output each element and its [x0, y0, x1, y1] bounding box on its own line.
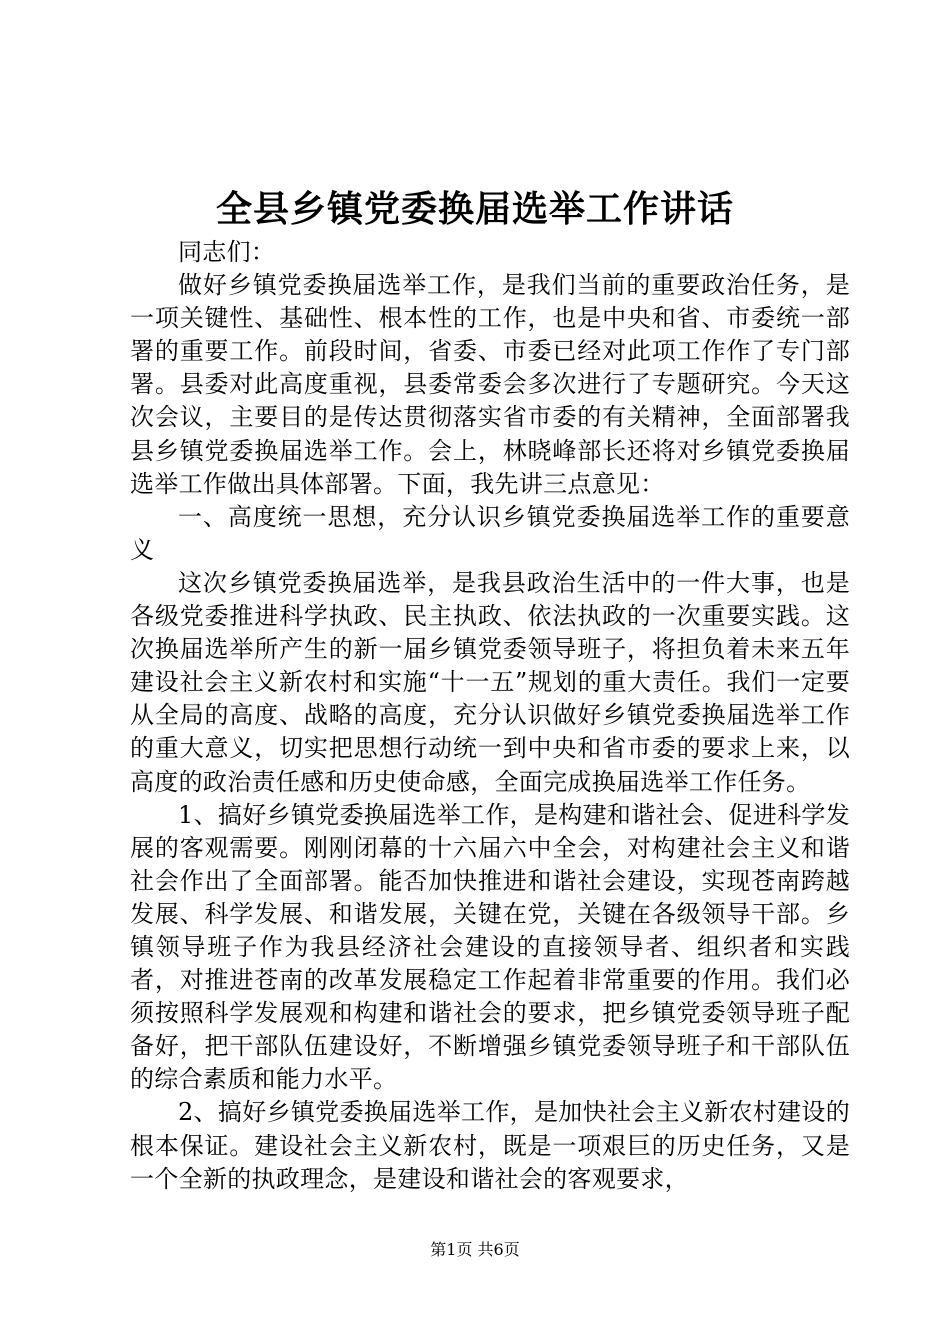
- intro-paragraph: 做好乡镇党委换届选举工作，是我们当前的重要政治任务，是一项关键性、基础性、根本性的工作，也是中央和省、市委统一部署的重要工作。前段时间，省委、市委已经对此项工作作了专门部署。县委对此高度重视，县委常委会多次进行了专题研究。今天这次会议，主要目的是传达贯彻落实省市委的有关精神，全面部署我县乡镇党委换届选举工作。会上，林晓峰部长还将对乡镇党委换届选举工作做出具体部署。下面，我先讲三点意见：: [130, 271, 850, 498]
- section-heading-1: 一、高度统一思想，充分认识乡镇党委换届选举工作的重要意义: [130, 502, 850, 564]
- page-footer: 第1页 共6页: [430, 1240, 520, 1259]
- salutation-paragraph: 同志们：: [178, 238, 276, 266]
- point-paragraph-1: 1、搞好乡镇党委换届选举工作，是构建和谐社会、促进科学发展的客观需要。刚刚闭幕的十六届六中全会，对构建社会主义和谐社会作出了全面部署。能否加快推进和谐社会建设，实现苍南跨越发展、科学发展、和谐发展，关键在党，关键在各级领导干部。乡镇领导班子作为我县经济社会建设的直接领导者、组织者和实践者，对推进苍南的改革发展稳定工作起着非常重要的作用。我们必须按照科学发展观和构建和谐社会的要求，把乡镇党委领导班子配备好，把干部队伍建设好，不断增强乡镇党委领导班子和干部队伍的综合素质和能力水平。: [130, 800, 850, 1094]
- document-body: [130, 236, 850, 1196]
- document-title: 全县乡镇党委换届选举工作讲话: [215, 188, 734, 230]
- point-paragraph-2: 2、搞好乡镇党委换届选举工作，是加快社会主义新农村建设的根本保证。建设社会主义新农村，既是一项艰巨的历史任务，又是一个全新的执政理念，是建设和谐社会的客观要求，: [130, 1098, 850, 1193]
- body-paragraph: 这次乡镇党委换届选举，是我县政治生活中的一件大事，也是各级党委推进科学执政、民主执政、依法执政的一次重要实践。这次换届选举所产生的新一届乡镇党委领导班子，将担负着未来五年建设社会主义新农村和实施“十一五”规划的重大责任。我们一定要从全局的高度、战略的高度，充分认识做好乡镇党委换届选举工作的重大意义，切实把思想行动统一到中央和省市委的要求上来，以高度的政治责任感和历史使命感，全面完成换届选举工作任务。: [130, 568, 850, 796]
